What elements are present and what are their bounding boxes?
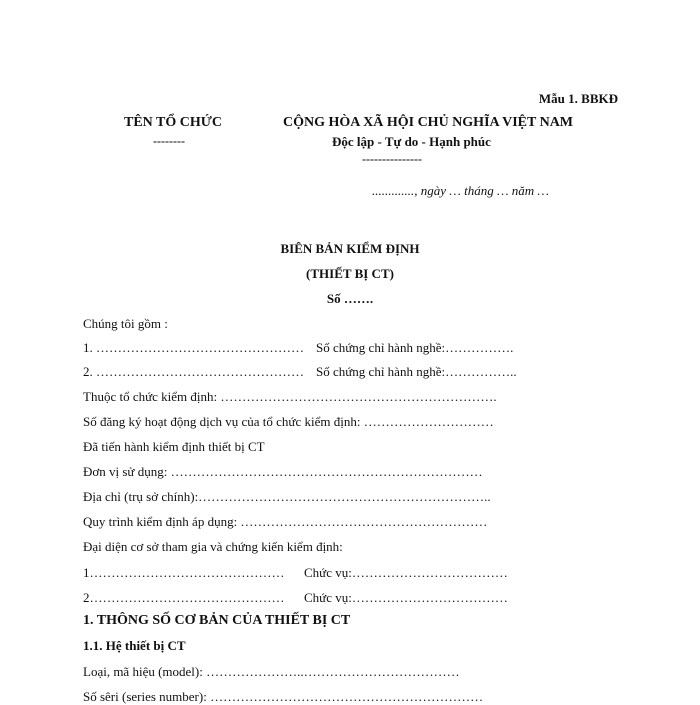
member-2-name: 2. ………………………………………… — [83, 364, 304, 379]
org-name: TÊN TỔ CHỨC — [124, 115, 223, 130]
equipment-subtitle: (THIẾT BỊ CT) — [306, 266, 394, 281]
national-motto: Độc lập - Tự do - Hạnh phúc — [332, 134, 491, 149]
date-line: ............., ngày … tháng … năm … — [372, 183, 549, 198]
org-divider: -------- — [153, 134, 185, 148]
intro-line: Chúng tôi gồm : — [83, 316, 168, 331]
representative-title: Đại diện cơ sở tham gia và chứng kiến kiểm định: — [83, 539, 343, 554]
user-unit-line: Đơn vị sử dụng: ……………………………………………………………… — [83, 464, 483, 479]
address-line: Địa chỉ (trụ sở chính):………………………………………………………….. — [83, 489, 491, 504]
model-line: Loại, mã hiệu (model): …………………..……………………………… — [83, 664, 460, 679]
serial-line: Số sêri (series number): ……………………………………………………… — [83, 689, 484, 704]
inspection-done-line: Đã tiến hành kiểm định thiết bị CT — [83, 439, 265, 454]
section-1-heading: 1. THÔNG SỐ CƠ BẢN CỦA THIẾT BỊ CT — [83, 613, 351, 628]
representative-2-name: 2……………………………………… — [83, 590, 285, 605]
document-number: Số ……. — [326, 291, 374, 306]
representative-1-position: Chức vụ:……………………………… — [304, 565, 508, 580]
motto-divider: --------------- — [362, 152, 422, 166]
member-2-certificate: Số chứng chỉ hành nghề:…………….. — [316, 364, 517, 379]
representative-1-name: 1……………………………………… — [83, 565, 285, 580]
procedure-line: Quy trình kiểm định áp dụng: ………………………………………………… — [83, 514, 488, 529]
form-code: Mẫu 1. BBKĐ — [538, 91, 618, 106]
section-1-1-heading: 1.1. Hệ thiết bị CT — [83, 638, 186, 653]
registration-number-line: Số đăng ký hoạt động dịch vụ của tổ chức kiểm định: ………………………… — [83, 414, 494, 429]
member-1-certificate: Số chứng chỉ hành nghề:……………. — [316, 340, 514, 355]
member-1-name: 1. ………………………………………… — [83, 340, 304, 355]
country-name: CỘNG HÒA XÃ HỘI CHỦ NGHĨA VIỆT NAM — [283, 115, 574, 130]
document-title: BIÊN BẢN KIỂM ĐỊNH — [280, 241, 420, 256]
representative-2-position: Chức vụ:……………………………… — [304, 590, 508, 605]
inspection-org-line: Thuộc tổ chức kiểm định: ………………………………………………………. — [83, 389, 497, 404]
